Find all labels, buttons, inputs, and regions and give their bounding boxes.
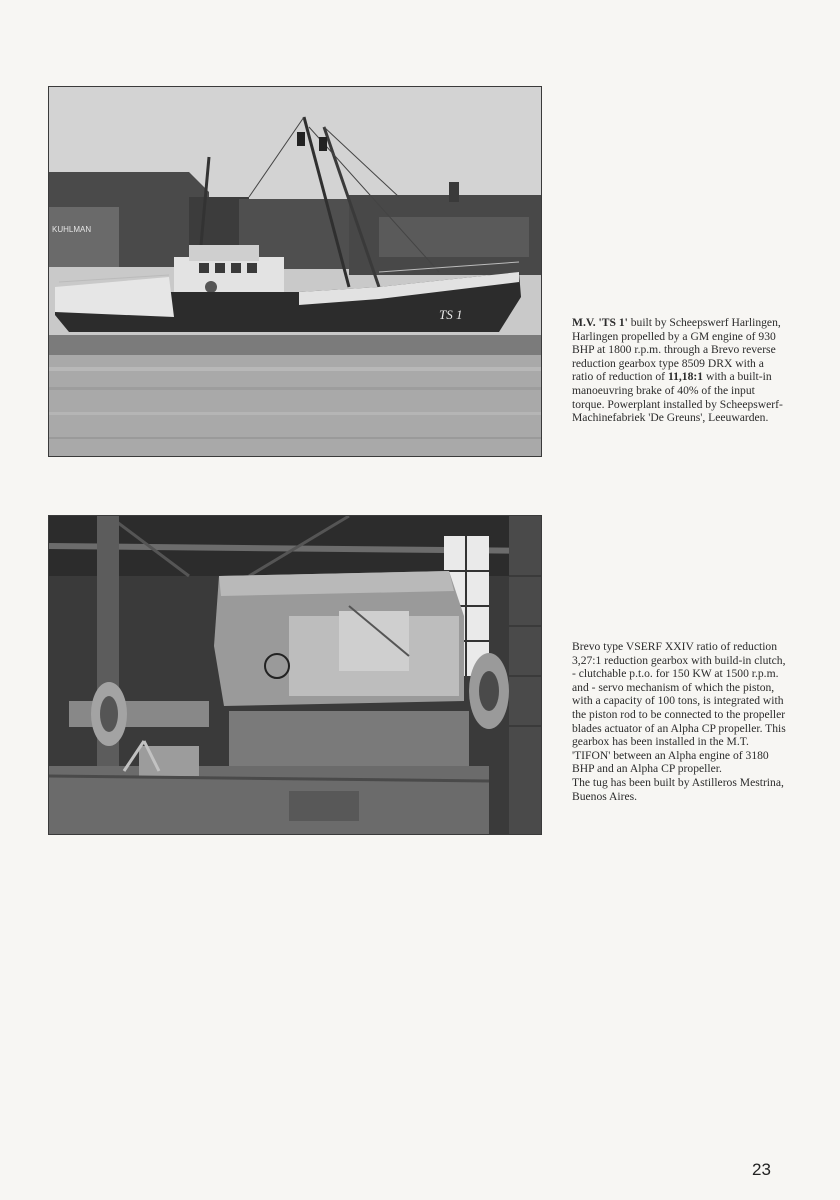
harbour-sign-text: KUHLMAN bbox=[52, 225, 92, 234]
ship-caption bbox=[572, 316, 787, 425]
ship-caption-text-2: with a built-in manoeuvring brake of 40% of the input torque. Powerplant installed by Scheepswerf-Machinefabriek 'De Greuns', Leeuwarden. bbox=[572, 370, 783, 425]
ship-photo bbox=[48, 86, 542, 457]
gearbox-caption bbox=[572, 640, 787, 803]
reduction-ratio: 11,18:1 bbox=[667, 370, 704, 384]
hull-marking-text: TS 1 bbox=[439, 307, 463, 322]
page-number: 23 bbox=[752, 1160, 771, 1179]
vessel-name: M.V. 'TS 1' bbox=[572, 316, 628, 329]
gearbox-photo bbox=[48, 515, 542, 835]
gearbox-caption-text-2: The tug has been built by Astilleros Mestrina, Buenos Aires. bbox=[572, 775, 784, 803]
ship-caption-text-1: built by Scheepswerf Harlingen, Harlingen propelled by a GM engine of 930 BHP at 1800 r.p.m. through a Brevo reverse reduction gearbox type 8509 DRX with a ratio of reduction of bbox=[572, 316, 781, 384]
gearbox-caption-text-1: Brevo type VSERF XXIV ratio of reduction 3,27:1 reduction gearbox with build-in clutch, - clutchable p.t.o. for 150 KW at 1500 r.p.m. and - servo mechanism of which the piston, with a capacity of 100 tons, is integrated with the piston rod to be connected to the propeller blades actuator of an Alpha CP propeller. This gearbox has been installed in the M.T. 'TIFON' between an Alpha engine of 3180 BHP and an Alpha CP propeller. bbox=[572, 640, 786, 776]
